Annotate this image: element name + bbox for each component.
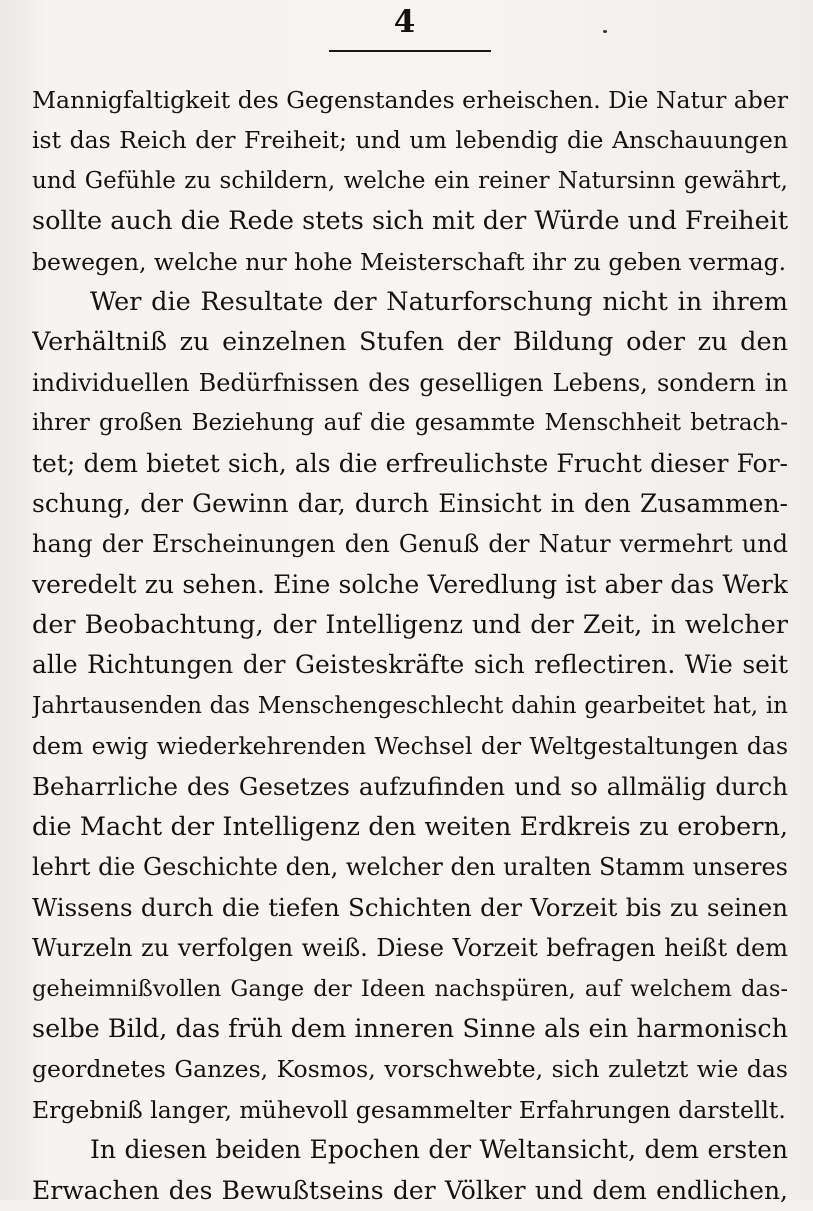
- text-line: Erwachen des Bewußtseins der Völker und dem endlichen,: [32, 1175, 788, 1205]
- body-text: [32, 80, 788, 1211]
- text-line: Wer die Resultate der Naturforschung nicht in ihrem: [90, 286, 788, 317]
- text-line: Ergebniß langer, mühevoll gesammelter Erfahrungen darstellt.: [32, 1095, 786, 1124]
- text-line: dem ewig wiederkehrenden Wechsel der Weltgestaltungen das: [32, 732, 788, 761]
- text-line: tet; dem bietet sich, als die erfreulichste Frucht dieser For-: [32, 448, 788, 478]
- text-line: Wurzeln zu verfolgen weiß. Diese Vorzeit befragen heißt dem: [32, 934, 788, 963]
- text-line: geordnetes Ganzes, Kosmos, vorschwebte, sich zuletzt wie das: [32, 1055, 788, 1084]
- text-line: Wissens durch die tiefen Schichten der Vorzeit bis zu seinen: [32, 892, 788, 922]
- text-line: sollte auch die Rede stets sich mit der Würde und Freiheit: [32, 206, 788, 237]
- paper-speck: [603, 30, 607, 33]
- text-line: ihrer großen Beziehung auf die gesammte Menschheit betrach-: [32, 410, 788, 437]
- text-line: geheimnißvollen Gange der Ideen nachspüren, auf welchem das-: [32, 975, 788, 1002]
- text-line: selbe Bild, das früh dem inneren Sinne als ein harmonisch: [32, 1013, 788, 1044]
- text-line: In diesen beiden Epochen der Weltansicht, dem ersten: [90, 1135, 788, 1165]
- text-line: Mannigfaltigkeit des Gegenstandes erheischen. Die Natur aber: [32, 86, 788, 114]
- text-line: alle Richtungen der Geisteskräfte sich reflectiren. Wie seit: [32, 650, 788, 680]
- text-line: lehrt die Geschichte den, welcher den uralten Stamm unseres: [32, 853, 788, 882]
- text-line: bewegen, welche nur hohe Meisterschaft ihr zu geben vermag.: [32, 247, 787, 276]
- text-line: veredelt zu sehen. Eine solche Veredlung ist aber das Werk: [32, 569, 788, 599]
- text-line: Jahrtausenden das Menschengeschlecht dahin gearbeitet hat, in: [32, 692, 788, 719]
- text-line: ist das Reich der Freiheit; und um lebendig die Anschauungen: [32, 126, 788, 155]
- text-line: hang der Erscheinungen den Genuß der Natur vermehrt und: [32, 530, 788, 559]
- page-number: 4: [393, 4, 416, 40]
- text-line: Verhältniß zu einzelnen Stufen der Bildung oder zu den: [32, 327, 788, 358]
- header-rule: [329, 50, 491, 52]
- text-line: der Beobachtung, der Intelligenz und der Zeit, in welcher: [32, 610, 788, 641]
- text-line: die Macht der Intelligenz den weiten Erdkreis zu erobern,: [32, 812, 788, 843]
- text-line: individuellen Bedürfnissen des geselligen Lebens, sondern in: [32, 368, 788, 397]
- text-line: schung, der Gewinn dar, durch Einsicht in den Zusammen-: [32, 488, 788, 518]
- text-line: und Gefühle zu schildern, welche ein reiner Natursinn gewährt,: [32, 167, 788, 194]
- text-line: Beharrliche des Gesetzes aufzufinden und so allmälig durch: [32, 771, 788, 801]
